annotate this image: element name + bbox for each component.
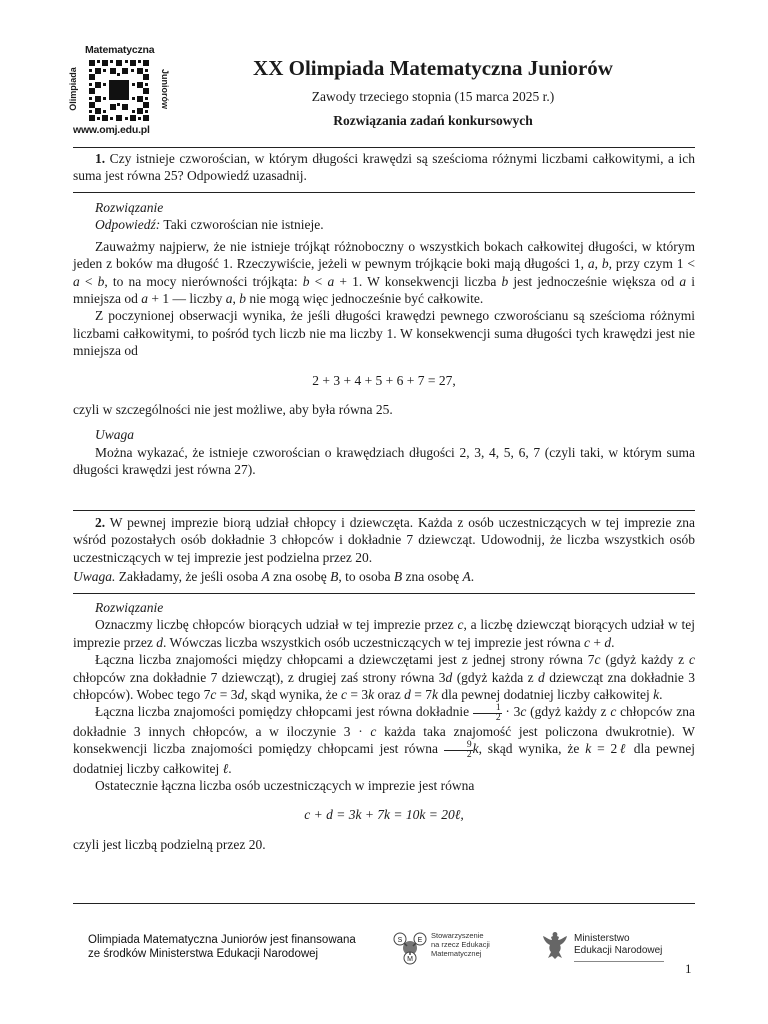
- sem-logo: [390, 928, 520, 968]
- paragraph: Łączna liczba znajomości między chłopcami a dziewczętami jest z jednej strony równa 7c (gdyż każdy z c chłopców zna dokładnie 7 dziewcząt), z drugiej zaś strony równa 3d (gdyż każda z d dziewcząt zna dokładnie 3 chłopców). Wobec tego 7c = 3d, skąd wynika, że c = 3k oraz d = 7k dla pewnej dodatniej liczby całkowitej k.: [73, 652, 696, 703]
- page-subtitle-bold: Rozwiązania zadań konkursowych: [333, 113, 533, 128]
- text: jest jednocześnie większa od: [513, 273, 675, 289]
- text: = 2: [597, 741, 618, 757]
- text: + 1. W konsekwencji liczba: [339, 273, 497, 289]
- sem-emblem-icon: [390, 928, 430, 968]
- text: Zauważmy najpierw, że nie istnieje trójkąt różnoboczny o wszystkich bokach całkowitej długości, w którym jeden z boków ma długość 1. Rzeczywiście, jeżeli w pewnym trójkącie boki mają długości 1,: [73, 238, 695, 272]
- sem-text: [431, 931, 490, 958]
- page-header: [67, 42, 695, 138]
- sem-letter-s: S: [397, 937, 403, 944]
- text: zna osobę: [273, 569, 327, 585]
- divider: [73, 903, 695, 904]
- text: = 3: [219, 687, 238, 703]
- divider: [73, 593, 695, 594]
- problem-number: 1.: [95, 151, 106, 166]
- solution-1: [73, 199, 695, 479]
- formula: c + d = 3k + 7k = 10k = 20ℓ,: [304, 807, 464, 823]
- paragraph: czyli w szczególności nie jest możliwe, aby była równa 25.: [73, 402, 393, 418]
- fraction-nine-halves: $\frac{9}{2}$: [444, 741, 473, 760]
- problem-text: Czy istnieje czworościan, w którym długości krawędzi są sześcioma różnymi liczbami całkowitymi, a ich suma jest równa 25? Odpowiedź uzasadnij.: [73, 151, 695, 184]
- logo-title: Matematyczna: [85, 44, 155, 56]
- text: (gdyż każda z: [456, 669, 534, 685]
- problem-2: 2. W pewnej imprezie biorą udział chłopcy i dziewczęta. Każda z osób uczestniczących w tej imprezie zna wśród pozostałych osób dokładnie 3 chłopców i dokładnie 7 dziewcząt. Udowodnij, że liczba wszystkich osób uczestniczących w tej imprezie jest podzielna przez 20. Uwaga. Zakładamy, że jeśli osoba A zna osobę B, to osoba B zna osobę A.: [73, 515, 695, 585]
- solution-label: Rozwiązanie: [95, 200, 164, 215]
- footer-funding: [88, 933, 356, 961]
- logo-url: www.omj.edu.pl: [73, 124, 150, 136]
- solution-label: Rozwiązanie: [95, 600, 164, 615]
- text: zna osobę: [405, 569, 460, 585]
- page-number: 1: [685, 961, 692, 976]
- sem-line: Stowarzyszenie: [431, 931, 484, 940]
- page-title: XX Olimpiada Matematyczna Juniorów: [253, 56, 613, 80]
- answer-text: Taki czworościan nie istnieje.: [163, 217, 324, 233]
- men-underline: [574, 961, 664, 962]
- text: dla pewnej dodatniej liczby całkowitej: [73, 741, 696, 776]
- text: Oznaczmy liczbę chłopców biorących udział w tej imprezie przez: [95, 617, 454, 633]
- omj-logo: [67, 44, 170, 136]
- problem-1: [73, 150, 695, 185]
- note-text: Można wykazać, że istnieje czworościan o krawędziach długości 2, 3, 4, 5, 6, 7 (czyli taki, w którym suma długości krawędzi jest równa 27).: [73, 444, 695, 478]
- text: , skąd wynika, że: [478, 741, 580, 757]
- text: (gdyż każdy z: [605, 652, 685, 668]
- paragraph: czyli jest liczbą podzielną przez 20.: [73, 836, 266, 852]
- solution-2: [73, 599, 695, 853]
- problem-number: 2.: [95, 515, 106, 530]
- text: (gdyż każdy z: [530, 704, 607, 720]
- text: chłopców zna dokładnie 7 dziewcząt), z drugiej zaś strony równa 3: [73, 669, 446, 685]
- sem-line: na rzecz Edukacji: [431, 940, 490, 949]
- text: Łączna liczba znajomości między chłopcami a dziewczętami jest z jednej strony równa 7: [95, 652, 595, 668]
- paragraph: Łączna liczba znajomości pomiędzy chłopcami jest równa dokładnie $\frac{1}{2}$ · 3c (gdyż każdy z c chłopców zna dokładnie 3 innych chłopców, a w iloczynie 3 · c każda taka znajomość jest policzona dwukrotnie). W konsekwencji liczba znajomości pomiędzy chłopcami jest równa $\frac{9}{2}$ k, skąd wynika, że k = 2ℓ dla pewnej dodatniej liczby całkowitej ℓ.: [73, 702, 696, 776]
- sem-letter-e: E: [417, 937, 423, 944]
- sem-letter-m: M: [407, 956, 413, 963]
- divider: [73, 510, 695, 511]
- text: Łączna liczba znajomości pomiędzy chłopcami jest równa dokładnie: [95, 704, 470, 720]
- text: . Wówczas liczba wszystkich osób uczestniczących w tej imprezie jest równa: [162, 634, 581, 650]
- formula: 2 + 3 + 4 + 5 + 6 + 7 = 27,: [312, 372, 456, 388]
- text: , skąd wynika, że: [244, 687, 338, 703]
- fractal-grid-icon: [87, 58, 151, 122]
- text: i mniejsza od: [73, 273, 696, 307]
- text: dla pewnej dodatniej liczby całkowitej: [441, 687, 650, 703]
- text: = 3: [350, 687, 369, 703]
- text: Zakładamy, że jeśli osoba: [118, 569, 259, 585]
- text: , a liczbę dziewcząt biorących udział w tej imprezie przez: [73, 617, 695, 650]
- text: chłopców zna dokładnie 3 innych chłopców, a w iloczynie 3 ·: [73, 704, 696, 739]
- men-line: Edukacji Narodowej: [574, 945, 663, 956]
- paragraph: Z poczynionej obserwacji wynika, że jeśli długości krawędzi pewnego czworościanu są sześcioma różnymi liczbami całkowitymi, to pośród tych liczb nie ma liczby 1. W konsekwencji suma długości tych krawędzi jest nie mniejsza od: [73, 308, 695, 359]
- text: = 7: [414, 687, 432, 703]
- footer-line: Olimpiada Matematyczna Juniorów jest finansowana: [88, 934, 356, 946]
- text: + 1 — liczby: [151, 291, 223, 307]
- text: , to na mocy nierówności trójkąta:: [104, 273, 298, 289]
- logo-side-left: Olimpiada: [67, 67, 78, 111]
- text: każda taka znajomość jest policzona dwukrotnie). W konsekwencji liczba znajomości pomiędzy chłopcami jest równa: [73, 723, 696, 757]
- logo-side-right: Juniorów: [160, 69, 170, 109]
- men-text: [574, 933, 662, 957]
- men-logo: [540, 928, 670, 968]
- fraction-one-half: $\frac{1}{2}$: [473, 704, 502, 723]
- men-line: Ministerstwo: [574, 933, 630, 944]
- text: , przy czym 1 <: [608, 256, 695, 272]
- text: · 3: [505, 704, 521, 720]
- text: , to osoba: [338, 569, 391, 585]
- answer-label: Odpowiedź:: [95, 217, 161, 233]
- footer-line: ze środków Ministerstwa Edukacji Narodowej: [88, 948, 319, 960]
- page-subtitle: Zawody trzeciego stopnia (15 marca 2025 r.): [311, 89, 555, 104]
- eagle-emblem-icon: [540, 928, 570, 962]
- sem-line: Matematycznej: [431, 949, 482, 958]
- paragraph: Ostatecznie łączna liczba osób uczestniczących w imprezie jest równa: [95, 778, 475, 794]
- note-label: Uwaga: [95, 427, 135, 443]
- divider: [73, 192, 695, 193]
- problem-text: W pewnej imprezie biorą udział chłopcy i dziewczęta. Każda z osób uczestniczących w tej imprezie zna wśród pozostałych osób dokładnie 3 chłopców i dokładnie 7 dziewcząt. Udowodnij, że liczba wszystkich osób uczestniczących w tej imprezie jest podzielna przez 20.: [73, 515, 695, 565]
- text: dziewcząt zna dokładnie 3 chłopców). Wobec tego 7: [73, 669, 696, 703]
- divider: [73, 147, 695, 148]
- text: nie mogą więc jednocześnie być całkowite.: [249, 291, 484, 307]
- text: oraz: [377, 687, 401, 703]
- paragraph: Zauważmy najpierw, że nie istnieje trójkąt różnoboczny o wszystkich bokach całkowitej długości, w którym jeden z boków ma długość 1. Rzeczywiście, jeżeli w pewnym trójkącie boki mają długości 1, a, b, przy czym 1 < a < b, to na mocy nierówności trójkąta: b < a + 1. W konsekwencji liczba b jest jednocześnie większa od a i mniejsza od a + 1 — liczby a, b nie mogą więc jednocześnie być całkowite.: [73, 238, 696, 307]
- paragraph: Oznaczmy liczbę chłopców biorących udział w tej imprezie przez c, a liczbę dziewcząt biorących udział w tej imprezie przez d. Wówczas liczba wszystkich osób uczestniczących w tej imprezie jest równa c + d.: [73, 617, 695, 650]
- note-label: Uwaga.: [73, 569, 116, 585]
